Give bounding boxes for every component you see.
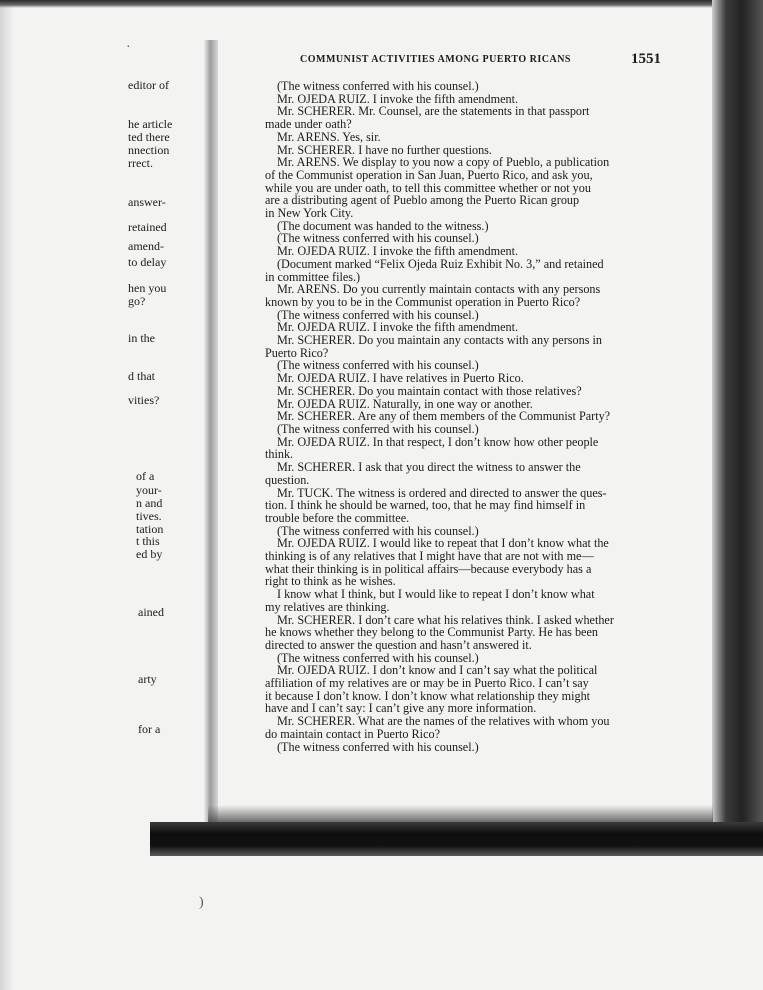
- left-page-fragment: ed by: [136, 547, 163, 561]
- left-page-fragment: retained: [128, 220, 167, 234]
- transcript-paragraph: Mr. ARENS. We display to you now a copy of Pueblo, a publication of the Communist operation in San Juan, Puerto Rico, and ask you, while you are under oath, to tell this committee whether or not you are a distributing agent of Pueblo among the Puerto Rican group in New York City.: [265, 155, 610, 221]
- left-page-fragment: ted there: [128, 130, 170, 144]
- transcript-paragraph: Mr. SCHERER. I don’t care what his relatives think. I asked whether he knows whether they belong to the Communist Party. He has been directed to answer the question and hasn’t answered it.: [265, 612, 614, 652]
- transcript-paragraph: Mr. OJEDA RUIZ. Naturally, in one way or another.: [277, 396, 533, 411]
- transcript-paragraph: Mr. SCHERER. I ask that you direct the witness to answer the question.: [265, 460, 581, 487]
- transcript-paragraph: (The witness conferred with his counsel.): [277, 739, 479, 754]
- left-page-fragment: to delay: [128, 255, 167, 269]
- left-page-fragment: he article: [128, 117, 173, 131]
- transcript-paragraph: Mr. OJEDA RUIZ. In that respect, I don’t know how other people think.: [265, 434, 599, 462]
- transcript-paragraph: Mr. ARENS. Yes, sir.: [277, 129, 381, 144]
- transcript-paragraph: (The witness conferred with his counsel.): [277, 358, 479, 373]
- page-number: 1551: [631, 51, 661, 67]
- transcript-paragraph: Mr. OJEDA RUIZ. I don’t know and I can’t say what the political affiliation of my relatives are or may be in Puerto Rico. I can’t say it because I don’t know. I don’t know what relationship they might have and I can’t say: I can’t give any more information.: [265, 663, 598, 716]
- scan-speck: ): [199, 895, 204, 910]
- transcript-paragraph: Mr. ARENS. Do you currently maintain contacts with any persons known by you to be in the Communist operation in Puerto Rico?: [265, 282, 601, 309]
- transcript-paragraph: Mr. OJEDA RUIZ. I have relatives in Puerto Rico.: [277, 371, 524, 386]
- scan-top-edge: [0, 0, 763, 8]
- transcript-paragraph: Mr. SCHERER. Do you maintain any contacts with any persons in Puerto Rico?: [265, 333, 602, 360]
- scan-right-edge: [712, 0, 763, 840]
- transcript-paragraph: (The document was handed to the witness.): [277, 218, 489, 233]
- book-spine-gutter: [204, 40, 218, 830]
- left-page-fragment: tation: [136, 522, 164, 536]
- left-page-fragment: n and: [136, 496, 163, 510]
- running-head: COMMUNIST ACTIVITIES AMONG PUERTO RICANS: [300, 54, 571, 65]
- transcript-paragraph: Mr. OJEDA RUIZ. I would like to repeat that I don’t know what the thinking is of any relatives that I might have that are not with me— what their thinking is in political affairs—because everybody has a right to think as he wishes.: [265, 536, 609, 589]
- transcript-paragraph: Mr. OJEDA RUIZ. I invoke the fifth amendment.: [277, 91, 518, 106]
- transcript-paragraph: (The witness conferred with his counsel.): [277, 650, 479, 665]
- left-page-fragment: hen you: [128, 281, 167, 295]
- left-page-fragment: t this: [136, 534, 160, 548]
- transcript-paragraph: (The witness conferred with his counsel.): [277, 231, 479, 246]
- transcript-paragraph: (The witness conferred with his counsel.): [277, 523, 479, 538]
- transcript-paragraph: Mr. SCHERER. Are any of them members of the Communist Party?: [277, 409, 611, 424]
- transcript-paragraph: (The witness conferred with his counsel.): [277, 79, 479, 93]
- left-page-fragment: answer-: [128, 195, 166, 209]
- left-page-fragment: in the: [128, 331, 155, 345]
- left-page-fragment: d that: [128, 369, 155, 383]
- transcript-paragraph: (The witness conferred with his counsel.): [277, 421, 479, 436]
- transcript-paragraph: Mr. SCHERER. Do you maintain contact with those relatives?: [277, 383, 582, 398]
- left-page-fragment: rrect.: [128, 156, 153, 170]
- left-page-fragment: arty: [138, 672, 157, 686]
- transcript-paragraph: Mr. OJEDA RUIZ. I invoke the fifth amendment.: [277, 244, 518, 259]
- transcript-paragraph: Mr. SCHERER. What are the names of the relatives with whom you do maintain contact in Puerto Rico?: [265, 714, 610, 741]
- transcript-paragraph: Mr. SCHERER. Mr. Counsel, are the statements in that passport made under oath?: [265, 104, 590, 132]
- left-page-fragment: nnection: [128, 143, 170, 157]
- transcript-paragraph: Mr. OJEDA RUIZ. I invoke the fifth amendment.: [277, 320, 518, 335]
- left-page-fragment: your-: [136, 483, 162, 497]
- page-edge-shadow: [0, 0, 14, 990]
- hearing-transcript: [265, 80, 661, 753]
- left-page-fragment: editor of: [128, 78, 169, 92]
- transcript-paragraph: Mr. SCHERER. I have no further questions.: [277, 142, 492, 157]
- transcript-paragraph: (Document marked “Felix Ojeda Ruiz Exhibit No. 3,” and retained in committee files.): [265, 256, 604, 284]
- left-page-fragment: tives.: [136, 509, 162, 523]
- transcript-paragraph: I know what I think, but I would like to repeat I don’t know what my relatives are thinking.: [265, 587, 595, 614]
- left-page-fragment: for a: [138, 722, 161, 736]
- left-page-fragment: go?: [128, 294, 146, 308]
- transcript-paragraph: Mr. TUCK. The witness is ordered and directed to answer the ques- tion. I think he should be warned, too, that he may find himself in trouble before the committee.: [265, 485, 607, 525]
- left-page-fragment: ained: [138, 605, 164, 619]
- scan-bottom-edge: [150, 822, 763, 856]
- left-page-fragment: amend-: [128, 239, 164, 253]
- left-page-fragment: of a: [136, 469, 155, 483]
- scan-speck: ·: [126, 40, 131, 55]
- left-page-fragment: vities?: [128, 393, 160, 407]
- transcript-paragraph: (The witness conferred with his counsel.): [277, 307, 479, 322]
